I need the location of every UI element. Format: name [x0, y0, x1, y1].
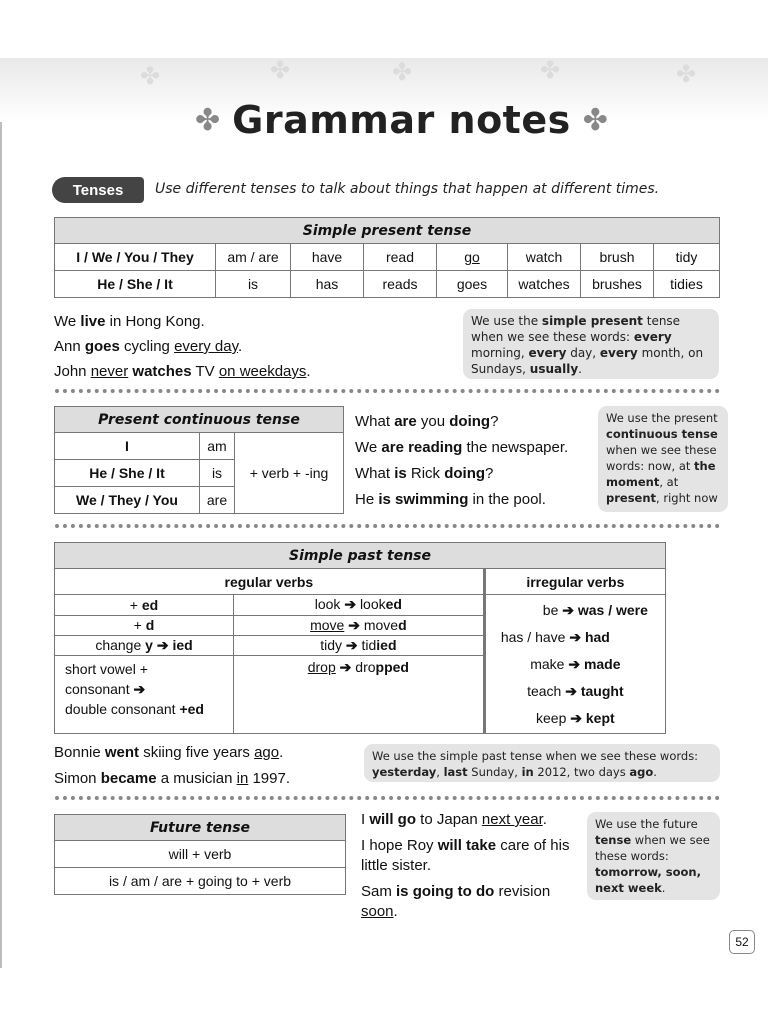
table-cell: watches	[508, 271, 581, 298]
table-cell: are	[200, 487, 235, 514]
table-cell: is / am / are + going to + verb	[55, 868, 346, 895]
usage-note: We use the future tense when we see these words: tomorrow, soon, next week.	[587, 812, 720, 900]
irregular-verb: make ➔ made	[530, 656, 621, 672]
simple-past-examples	[54, 740, 290, 792]
table-cell: is	[216, 271, 291, 298]
example-sentence: Sam is going to do revision soon.	[361, 883, 551, 920]
table-heading: Present continuous tense	[55, 407, 344, 433]
table-row	[55, 595, 483, 615]
rule-cell: change y ➔ ied	[55, 635, 234, 655]
puzzle-piece-icon: ✤	[270, 56, 291, 84]
table-cell: am / are	[216, 244, 291, 271]
irregular-verb: has / have ➔ had	[500, 629, 610, 645]
divider	[55, 389, 720, 393]
table-cell: He / She / It	[55, 271, 216, 298]
table-cell: has	[291, 271, 364, 298]
usage-note: We use the simple past tense when we see these words: yesterday, last Sunday, in 2012, two days ago.	[364, 744, 720, 782]
example-cell: tidy ➔ tidied	[234, 635, 483, 655]
present-continuous-examples	[355, 409, 568, 513]
example-cell: look ➔ looked	[234, 595, 483, 615]
puzzle-piece-icon: ✤	[540, 56, 561, 84]
table-cell: tidies	[654, 271, 720, 298]
table-cell: read	[364, 244, 437, 271]
rule-cell: short vowel + consonant ➔ double consonant +ed	[55, 655, 234, 733]
table-cell: reads	[364, 271, 437, 298]
puzzle-piece-icon: ✤	[582, 102, 608, 138]
example-sentence: What is Rick doing?	[355, 465, 494, 482]
puzzle-piece-icon: ✤	[676, 60, 697, 88]
divider	[55, 524, 720, 528]
example-sentence: Ann goes cycling every day.	[54, 338, 243, 355]
page-title-group	[195, 96, 608, 144]
regular-verbs-table	[55, 595, 483, 733]
table-heading: Simple present tense	[55, 218, 720, 244]
puzzle-piece-icon: ✤	[140, 62, 161, 90]
irregular-verb: teach ➔ taught	[527, 683, 624, 699]
table-row	[55, 615, 483, 635]
simple-present-examples	[54, 309, 311, 384]
table-cell: is	[200, 460, 235, 487]
table-cell: We / They / You	[55, 487, 200, 514]
intro-text: Use different tenses to talk about things that happen at different times.	[155, 181, 660, 197]
example-sentence: What are you doing?	[355, 413, 499, 430]
table-heading: Future tense	[55, 815, 346, 841]
example-sentence: John never watches TV on weekdays.	[54, 363, 311, 380]
example-sentence: I hope Roy will take care of his little sister.	[361, 837, 570, 874]
table-cell: am	[200, 433, 235, 460]
divider	[55, 796, 720, 800]
example-sentence: He is swimming in the pool.	[355, 491, 546, 508]
example-cell: move ➔ moved	[234, 615, 483, 635]
table-row	[55, 244, 720, 271]
table-row	[55, 868, 346, 895]
future-examples	[361, 810, 576, 922]
table-cell: I	[55, 433, 200, 460]
table-cell: have	[291, 244, 364, 271]
table-cell: + verb + -ing	[235, 433, 344, 514]
puzzle-piece-icon: ✤	[392, 58, 413, 86]
simple-past-table	[54, 542, 666, 734]
table-subheading: regular verbs	[55, 569, 485, 595]
example-sentence: We are reading the newspaper.	[355, 439, 569, 456]
puzzle-piece-icon: ✤	[195, 102, 221, 138]
table-heading: Simple past tense	[55, 543, 666, 569]
future-tense-table	[54, 814, 346, 895]
table-cell: watch	[508, 244, 581, 271]
table-subheading: irregular verbs	[484, 569, 665, 595]
present-continuous-table	[54, 406, 344, 514]
table-row	[55, 595, 666, 734]
example-sentence: Bonnie went skiing five years ago.	[54, 744, 284, 761]
table-cell: tidy	[654, 244, 720, 271]
table-cell: will + verb	[55, 841, 346, 868]
table-cell: brush	[581, 244, 654, 271]
table-cell: brushes	[581, 271, 654, 298]
table-row	[55, 271, 720, 298]
irregular-verbs-list	[484, 595, 665, 734]
irregular-verb: keep ➔ kept	[536, 710, 615, 726]
table-row	[55, 841, 346, 868]
table-cell: He / She / It	[55, 460, 200, 487]
usage-note: We use the present continuous tense when we see these words: now, at the moment, at present, right now	[598, 406, 728, 512]
example-sentence: I will go to Japan next year.	[361, 811, 547, 828]
usage-note: We use the simple present tense when we see these words: every morning, every day, every month, on Sundays, usually.	[463, 309, 719, 379]
example-sentence: We live in Hong Kong.	[54, 313, 205, 330]
page-number: 52	[729, 930, 755, 954]
table-row	[55, 655, 483, 733]
table-cell: I / We / You / They	[55, 244, 216, 271]
table-row	[55, 569, 666, 595]
irregular-verb: be ➔ was / were	[542, 602, 648, 618]
table-row	[55, 433, 344, 460]
example-cell: drop ➔ dropped	[234, 655, 483, 733]
rule-cell: + d	[55, 615, 234, 635]
rule-cell: + ed	[55, 595, 234, 615]
example-sentence: Simon became a musician in 1997.	[54, 770, 291, 787]
table-row	[55, 635, 483, 655]
section-tag: Tenses	[52, 177, 144, 203]
simple-present-table	[54, 217, 720, 298]
table-cell: goes	[437, 271, 508, 298]
page-title: Grammar notes	[232, 98, 571, 142]
table-cell: go	[437, 244, 508, 271]
